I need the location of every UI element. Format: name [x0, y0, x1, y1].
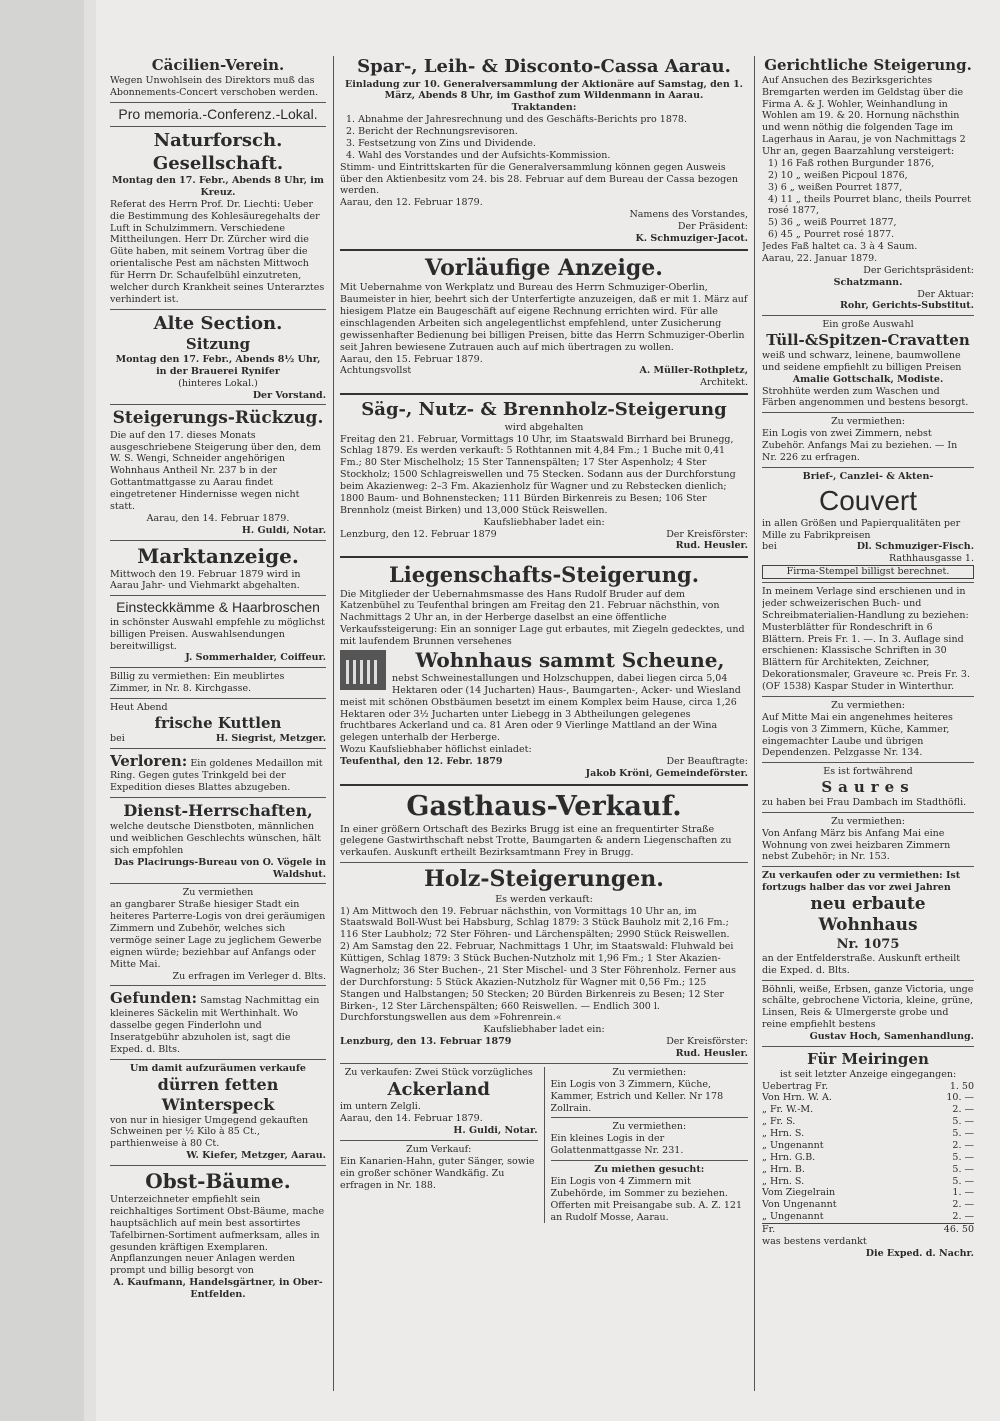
ad-title: Holz-Steigerungen. [424, 866, 664, 893]
list-item: 5) 36 „ weiß Pourret 1877, [768, 217, 897, 229]
list-item: 3. Festsetzung von Zins und Dividende. [346, 137, 536, 149]
ad-sign: Amalie Gottschalk, Modiste. [792, 373, 944, 385]
ad-sign-row [340, 756, 748, 768]
ad-title: Ackerland [387, 1078, 490, 1100]
ad-sign-row [340, 529, 748, 541]
ad-text: Wegen Unwohlsein des Direktors muß das Abonnements-Concert verschoben werden. [110, 74, 319, 98]
ledger-row [762, 1199, 974, 1211]
ad-text: In meinem Verlage sind erschienen und in jeder schweizerischen Buch- und Schreibmaterialien-Handlung zu beziehen: Musterblätter für Rondeschrift in 6 Blättern. Preis Fr. 1. —. In 3. Auflage sind erschienen: Klassische Schriften in 30 Blättern für Architekten, Zeichner, Dekorationsmaler, Graveure ꝛc. Preis Fr. 3. [762, 586, 970, 681]
ad-sign: Die Exped. d. Nachr. [865, 1247, 974, 1259]
ledger-value: 2. — [952, 1211, 974, 1223]
ledger-value: 5. — [952, 1116, 974, 1128]
ledger-row [762, 1140, 974, 1152]
ad-text: Heut Abend [110, 702, 168, 713]
list-item: 1) 16 Faß rothen Burgunder 1876, [768, 157, 935, 169]
ad-date: Aarau, den 12. Februar 1879. [340, 197, 483, 209]
ad-sign: J. Sommerhalder, Coiffeur. [185, 652, 326, 664]
ledger-value: 10. — [946, 1092, 974, 1104]
ledger-value: 2. — [952, 1139, 974, 1151]
ad-title: Dienst-Herrschaften, [123, 801, 313, 820]
ad-title: Vorläufige Anzeige. [425, 254, 663, 281]
ad-title: Spar-, Leih- & Disconto-Cassa Aarau. [357, 56, 731, 77]
ad-sign: Der Vorstand. [252, 389, 326, 401]
ad-text: an der Entfelderstraße. Auskunft ertheilt die Exped. d. Blts. [762, 952, 961, 976]
ad-text: Ein Logis von zwei Zimmern, nebst Zubehör. Anfangs Mai zu beziehen. — In Nr. 226 zu erfragen. [762, 428, 958, 463]
ledger-label: „ Hrn. S. [762, 1128, 805, 1139]
ad-sign: Rohr, Gerichts-Substitut. [840, 300, 974, 312]
ad-text: im untern Zelgli. [340, 1101, 421, 1113]
ad-role: Architekt. [700, 377, 748, 389]
ledger-total [762, 1223, 974, 1236]
ad-subtitle: Sitzung [185, 335, 251, 354]
ad-block [551, 1067, 749, 1224]
ad-text: Ein Logis von 4 Zimmern mit Zubehörde, im Sommer zu beziehen. Offerten mit Preisangabe sub. A. Z. 121 an Rudolf Mosse, Aarau. [550, 1175, 743, 1223]
ad-title: Pro memoria.-Conferenz.-Lokal. [118, 105, 318, 122]
ad-text: Es ist fortwährend [823, 766, 913, 778]
ledger-label: Uebertrag Fr. [762, 1080, 829, 1092]
ad-text: Um damit aufzuräumen verkaufe [130, 1062, 306, 1074]
ledger-label: „ Hrn. S. [762, 1175, 805, 1187]
ledger-label: Fr. [762, 1224, 776, 1235]
ad-text: Rathhausgasse 1. [889, 553, 974, 565]
ad-date: Lenzburg, den 12. Februar 1879 [340, 528, 497, 540]
list-item: 2) 10 „ weißen Picpoul 1876, [768, 169, 908, 181]
ad-text: Von Anfang März bis Anfang Mai eine Wohnung von zwei heizbaren Zimmern nebst Zubehör; in Nr. 153. [762, 827, 951, 863]
ledger-row [762, 1176, 974, 1188]
ad-role: Der Kreisförster: [666, 1036, 748, 1048]
ledger-label: Vom Ziegelrain [762, 1187, 836, 1199]
ad-text: Zu verkaufen: Zwei Stück vorzügliches [344, 1066, 533, 1078]
ad-text: welche deutsche Dienstboten, männlichen und weiblichen Geschlechts wünschen, hält sich empfohlen [110, 821, 321, 856]
ledger-value: 5. — [952, 1175, 974, 1187]
ad-title: Saures [821, 778, 915, 797]
ledger-value: 2. — [952, 1104, 974, 1116]
ad-date: Montag den 17. Febr., Abends 8½ Uhr, in der Brauerei Rynifer [115, 353, 321, 377]
ad-text: was bestens verdankt [762, 1235, 867, 1247]
ad-sign-row [110, 733, 326, 745]
ledger-label: Von Ungenannt [762, 1199, 837, 1211]
ad-sign-row [340, 1036, 748, 1048]
ad-title: Gefunden: [110, 989, 198, 1008]
ad-title: neu erbaute Wohnhaus [810, 894, 926, 936]
ad-title: Steigerungs-Rückzug. [112, 408, 324, 429]
ad-text: 1) Am Mittwoch den 19. Februar nächsthin, von Vormittags 10 Uhr an, im Staatswald Boll-Wust bei Habsburg, Schlag 1879: 3 Stück Bauholz mit 2,16 Fm.; 116 Ster Laubholz; 72 Ster Föhren- und Lärchenspälten; 2990 Stück Reiswellen. [340, 905, 730, 941]
ad-role: Der Präsident: [677, 221, 748, 232]
page-edge-shadow [84, 0, 96, 1421]
ad-text: Stimm- und Eintrittskarten für die Generalversammlung können gegen Ausweis über den Aktienbesitz vom 24. bis 28. Februar auf dem Bureau der Cassa bezogen werden. [340, 161, 738, 197]
ad-title: Cäcilien-Verein. [151, 56, 285, 74]
ad-date: Aarau, 22. Januar 1879. [762, 252, 878, 264]
ad-sign: A. Müller-Rothpletz, [639, 365, 748, 377]
ledger-label: „ Fr. S. [762, 1116, 796, 1128]
ledger-row [762, 1152, 974, 1164]
ledger-value: 46. 50 [943, 1224, 974, 1235]
ad-text: Kaufsliebhaber ladet ein: [483, 516, 605, 528]
ad-title: Zu vermiethen: [612, 1066, 687, 1078]
ad-text: in schönster Auswahl empfehle zu möglichst billigen Preisen. Auswahlsendungen bereitwilligst. [110, 616, 325, 652]
ad-title: Für Meiringen [807, 1049, 929, 1068]
ad-text: von nur in hiesiger Umgegend gekauften Schweinen per ½ Kilo à 85 Ct., parthienweise à 80 Ct. [110, 1114, 309, 1150]
list-item: 2. Bericht der Rechnungsrevisoren. [346, 126, 518, 137]
ad-sign: (OF 1538) Kaspar Studer in Winterthur. [762, 681, 955, 692]
ad-sign: Schatzmann. [833, 276, 903, 288]
ad-text: Ein große Auswahl [822, 319, 914, 331]
ad-text: bei [762, 541, 777, 553]
ledger-row [762, 1116, 974, 1128]
ad-text: in allen Größen und Papierqualitäten per Mille zu Fabrikpreisen [762, 517, 961, 541]
ad-text: Auf Ansuchen des Bezirksgerichtes Bremgarten werden im Geldstag über die Firma A. & J. Wohler, Weinhandlung in Wohlen am 19. & 20. Hornung nächsthin und wenn nöthig die folgenden Tage im Lagerhaus in Aarau, je von Nachmittags 2 Uhr an, gegen Baarzahlung versteigert: [762, 74, 966, 157]
ad-date: Aarau, den 14. Februar 1879. [340, 1113, 483, 1125]
ledger-label: „ Ungenannt [762, 1211, 824, 1223]
ad-sign: Dl. Schmuziger-Fisch. [856, 541, 974, 553]
ledger-row [762, 1187, 974, 1199]
ad-text: Mittwoch den 19. Februar 1879 wird in Aarau Jahr- und Viehmarkt abgehalten. [110, 568, 301, 592]
ledger-label: „ Fr. W.-M. [762, 1104, 814, 1116]
ad-text: Wozu Kaufsliebhaber höflichst einladet: [340, 744, 532, 756]
ad-text: Kaufsliebhaber ladet ein: [483, 1024, 605, 1036]
ad-text: Billig zu vermiethen: Ein meublirtes Zimmer, in Nr. 8. Kirchgasse. [110, 671, 285, 695]
ad-sign-row [340, 365, 748, 377]
ad-title: Zu vermiethen: [831, 815, 905, 827]
ledger-value: 5. — [952, 1128, 974, 1139]
ad-text: Freitag den 21. Februar, Vormittags 10 Uhr, im Staatswald Birrhard bei Brunegg, Schlag 1879. Es werden verkauft: 5 Rothtannen mit 4,84 Fm.; 1 Buche mit 0,41 Fm.; 80 Ster Mischelholz; 15 Ster Tannenspälten; 17 Ster Aspenholz; 4 Ster Stockholz; 1500 Schlagreiswellen und 75 Stecken. Sodann aus der Durchforstung beim Akazienweg: 2–3 Fm. Akazienholz für Wagner und zu Rebstecken dienlich; 1800 Baum- und Bohnenstecken; 111 Bürden Birkenreis zu Besen; 106 Ster Brennholz (meist Birken) und 13,000 Stück Reiswellen. [340, 433, 736, 516]
ad-text: Referat des Herrn Prof. Dr. Liechti: Ueber die Bestimmung des Kohlesäuregehalts der Luft in Schulzimmern. Verschiedene Mittheilungen. Herr Dr. Zürcher wird die Güte haben, mit seinem Vortrag über die orientalische Pest am nächsten Mittwoch für Herrn Dr. Schaufelbühl einzutreten, welcher durch Krankheit seines Unterarztes verhindert ist. [110, 198, 325, 305]
ad-role: Der Gerichtspräsident: [863, 264, 974, 276]
ad-text: Ein goldenes Medaillon mit Ring. Gegen gutes Trinkgeld bei der Expedition dieses Blattes abzugeben. [110, 757, 323, 794]
ad-text: Die Mitglieder der Uebernahmsmasse des Hans Rudolf Bruder auf dem Katzenbühel zu Teufenthal bringen am Freitag den 21. Februar nächsthin, von Nachmittags 2 Uhr an, in der Herberge daselbst an eine öffentliche Verkaufssteigerung: Ein an sonniger Lage gut erbautes, mit Ziegeln gedecktes, und mit laufendem Brunnen versehenes [340, 588, 745, 647]
ledger-value: 2. — [952, 1199, 974, 1211]
ad-text: Böhnli, weiße, Erbsen, ganze Victoria, unge schälte, gebrochene Victoria, kleine, grüne, Linsen, Reis & Ulmergerste grobe und reine empfiehlt bestens [762, 983, 974, 1031]
ad-title: Zu vermiethen: [831, 699, 905, 711]
ad-text: In einer größern Ortschaft des Bezirks Brugg ist eine an frequentirter Straße gelegene Gastwirthschaft nebst Trotte, Baumgarten & andern Liegenschaften zu verkaufen. Auskunft ertheilt Bezirksamtmann Frey in Brugg. [340, 823, 732, 859]
ad-text: zu haben bei Frau Dambach im Stadthöfli. [762, 796, 967, 808]
ad-text: weiß und schwarz, leinene, baumwollene und seidene empfiehlt zu billigen Preisen [762, 349, 962, 373]
ad-title: Tüll-&Spitzen-Cravatten [766, 331, 970, 350]
ad-subtitle: Traktanden: [511, 102, 577, 114]
ledger-value: 5. — [952, 1151, 974, 1163]
ad-text: 2) Am Samstag den 22. Februar, Nachmittags 1 Uhr, im Staatswald: Fluhwald bei Küttigen, Schlag 1879: 3 Stück Buchen-Nutzholz mit 1,96 Fm.; 1 Ster Akazien-Wagnerholz; 36 Ster Buchen-, 21 Ster Mischel- und 3 Ster Föhrenholz. Ferner aus der Durchforstung: 5 Stück Akazien-Nutzholz für Wagner mit 0,56 Fm.; 125 Stangen und Halbstangen; 50 Stecken; 20 Bürden Birkenreis zu Besen; 12 Ster Birken-, 12 Ster Lärchenspälten; 660 Reiswellen. — Endlich 300 l. Durchforstungswellen aus dem »Fohrenrein.« [340, 941, 737, 1024]
ledger-row [762, 1104, 974, 1116]
list-item: 4. Wahl des Vorstandes und der Aufsichts-Kommission. [346, 149, 611, 161]
ad-sign: K. Schmuziger-Jacot. [635, 232, 748, 244]
ad-sign-row [762, 541, 974, 553]
ad-text: Die auf den 17. dieses Monats ausgeschriebene Steigerung über den, dem W. S. Wengi, Schneider angehörigen Wohnhaus Antheil Nr. 237 b in der Gottantmattgasse zu Aarau findet eingetretener Hindernisse wegen nicht statt. [110, 429, 321, 512]
donation-ledger [762, 1092, 974, 1223]
list-item: 6) 45 „ Pourret rosé 1877. [768, 229, 895, 241]
ad-subtitle: ist seit letzter Anzeige eingegangen: [779, 1068, 957, 1080]
ad-sign: Jakob Kröni, Gemeindeförster. [585, 767, 748, 779]
ad-subtitle: Wohnhaus sammt Scheune, [415, 647, 725, 672]
ad-sign: Gustav Hoch, Samenhandlung. [809, 1031, 974, 1042]
ad-block [340, 1067, 538, 1224]
column-rule [544, 1067, 545, 1224]
ad-sign: H. Guldi, Notar. [453, 1125, 538, 1136]
ad-title: Zu vermiethen: [831, 416, 905, 428]
ad-sign: Zu erfragen im Verleger d. Blts. [172, 970, 326, 982]
ad-title: Naturforsch. Gesellschaft. [152, 130, 284, 174]
ledger-row [762, 1128, 974, 1140]
ad-sign: Das Placirungs-Bureau von O. Vögele in Waldshut. [114, 856, 326, 880]
ad-role: Der Aktuar: [917, 288, 974, 300]
ad-sign: H. Guldi, Notar. [241, 524, 326, 536]
ad-text: Zu verkaufen oder zu vermiethen: Ist fortzugs halber das vor zwei Jahren [762, 870, 961, 894]
ad-date: Lenzburg, den 13. Februar 1879 [340, 1036, 512, 1048]
ad-subtitle: Nr. 1075 [836, 936, 900, 952]
ad-title: Gasthaus-Verkauf. [406, 790, 682, 822]
ad-title: Gerichtliche Steigerung. [764, 56, 972, 74]
ledger-row [762, 1211, 974, 1223]
ad-sign: Rud. Heusler. [675, 1048, 748, 1059]
ad-title: Couvert [818, 484, 918, 516]
ad-title: Liegenschafts-Steigerung. [388, 562, 700, 588]
page-edge [0, 0, 84, 1421]
ad-title: frische Kuttlen [154, 713, 282, 732]
ad-sign: Rud. Heusler. [675, 540, 748, 552]
ad-text: Unterzeichneter empfiehlt sein reichhaltiges Sortiment Obst-Bäume, mache hauptsächlich auf mein best assortirtes Tafelbirnen-Sortiment aufmerksam, alles in gesunden kräftigen Exemplaren. Anpflanzungen neuer Anlagen werden prompt und billig besorgt von [110, 1194, 325, 1277]
column-rule [754, 56, 755, 1391]
ad-title: Marktanzeige. [137, 543, 299, 568]
ad-title: Verloren: [110, 751, 188, 770]
ad-title: Alte Section. [153, 312, 283, 334]
ledger-row [762, 1164, 974, 1176]
ad-title: Obst-Bäume. [145, 1169, 291, 1193]
ad-date: Montag den 17. Febr., Abends 8 Uhr, im Kreuz. [112, 175, 324, 198]
list-item: 3) 6 „ weißen Pourret 1877, [768, 181, 903, 193]
list-item: 4) 11 „ theils Pourret blanc, theils Pourret rosé 1877, [768, 193, 971, 217]
ad-date: Aarau, den 14. Februar 1879. [146, 512, 290, 524]
ad-text: (hinteres Lokal.) [178, 377, 258, 389]
ad-text: Ein Kanarien-Hahn, guter Sänger, sowie ein großer schöner Wandkäfig. Zu erfragen in Nr. 188. [340, 1155, 535, 1191]
ad-title: Einsteckkämme & Haarbroschen [116, 599, 320, 616]
ledger-value: 5. — [952, 1163, 974, 1175]
middle-column [340, 56, 748, 1396]
ledger-row [762, 1092, 974, 1104]
ad-title: Zu vermiethen: [612, 1121, 687, 1133]
ad-role: Der Kreisförster: [666, 528, 748, 540]
ad-text: bei [110, 732, 125, 744]
ad-subtitle: Es werden verkauft: [495, 893, 593, 905]
ad-text: Achtungsvollst [340, 365, 412, 377]
column-rule [333, 56, 334, 1391]
wine-list [762, 158, 974, 241]
ledger-label: „ Hrn. B. [762, 1163, 805, 1175]
agenda-list [340, 114, 748, 162]
ad-text: Mit Uebernahme von Werkplatz und Bureau des Herrn Schmuziger-Oberlin, Baumeister in hier, beehrt sich der Unterfertigte anzuzeigen, daß er mit 1. März auf hiesigem Platze ein Baugeschäft auf eigene Rechnung errichten wird. Für alle einschlagenden Arbeiten sich angelegentlichst empfehlend, unter Zusicherung gewissenhafter Bedienung bei billigen Preisen, bitte das Herrn Schmuziger-Oberlin seit Jahren bewiesene Zutrauen auch auf mich übertragen zu wollen. [340, 282, 748, 353]
ad-text: Samstag Nachmittag ein kleineres Säckelin mit Werthinhalt. Wo dasselbe gegen Finderlohn und Inseratgebühr abzuholen ist, sagt die Exped. d. Blts. [110, 995, 320, 1055]
ad-date: Teufenthal, den 12. Febr. 1879 [340, 756, 503, 767]
ad-title: Zu miethen gesucht: [594, 1164, 705, 1175]
ad-text: Namens des Vorstandes, [629, 209, 748, 221]
ad-text: Firma-Stempel billigst berechnet. [762, 565, 974, 579]
ad-role: Der Beauftragte: [666, 756, 748, 767]
ad-text: nebst Schweinestallungen und Holzschuppen, dabei liegen circa 5,04 Hektaren oder (14 Jucharten) Haus-, Baumgarten-, Acker- und Wiesland meist mit schönen Obstbäumen besetzt im einem Komplex beim Hause, circa 1,26 Hektaren oder 3½ Jucharten unter Liebegg in 3 Abtheilungen gelegenes fruchtbares Ackerland und ca. 81 Aren oder 9 Vierlinge Mattland an der Wina gelegen unterhalb der Herberge. [340, 672, 741, 744]
ad-text: Auf Mitte Mai ein angenehmes heiteres Logis von 3 Zimmern, Küche, Kammer, eingemachter Laube und übrigen Dependenzen. Pelzgasse Nr. 134. [762, 711, 953, 759]
ad-text: Ein kleines Logis in der Golattenmattgasse Nr. 231. [550, 1133, 684, 1157]
ad-text: Ein Logis von 3 Zimmern, Küche, Kammer, Estrich und Keller. Nr 178 Zollrain. [550, 1078, 724, 1114]
ledger-label: „ Ungenannt [762, 1139, 824, 1151]
ad-subtitle: wird abgehalten [504, 421, 584, 433]
small-ads-row [340, 1067, 748, 1224]
ledger-row [762, 1081, 974, 1093]
right-column [762, 56, 974, 1396]
ad-text: Einladung zur 10. Generalversammlung der Aktionäre auf Samstag, den 1. März, Abends 8 Uhr, im Gasthof zum Wildenmann in Aarau. [344, 78, 743, 102]
ledger-label: „ Hrn. G.B. [762, 1151, 816, 1163]
house-illustration [340, 650, 386, 690]
ad-text: an gangbarer Straße hiesiger Stadt ein heiteres Parterre-Logis von drei geräumigen Zimmern und Zubehör, welches sich vermöge seiner Lage zu jeglichem Gewerbe eignen würde; beziehbar auf Anfangs oder Mitte Mai. [110, 899, 326, 970]
ad-text: Brief-, Canzlei- & Akten- [802, 470, 934, 482]
ad-title: Zum Verkauf: [406, 1143, 472, 1155]
ledger-label: Von Hrn. W. A. [762, 1092, 832, 1104]
ad-title: dürren fetten Winterspeck [157, 1074, 279, 1114]
left-column [110, 56, 326, 1396]
ad-sign: A. Kaufmann, Handelsgärtner, in Ober-Entfelden. [113, 1277, 323, 1300]
ledger-value: 1. — [952, 1187, 974, 1199]
ad-title: Zu vermiethen [182, 887, 254, 899]
ad-title: Säg-, Nutz- & Brennholz-Steigerung [361, 399, 727, 421]
ad-sign: H. Siegrist, Metzger. [215, 732, 326, 744]
ad-sign: W. Kiefer, Metzger, Aarau. [186, 1150, 326, 1162]
ad-text: Jedes Faß haltet ca. 3 à 4 Saum. [762, 241, 918, 252]
ad-date: Aarau, den 15. Februar 1879. [340, 353, 483, 365]
ad-text: Strohhüte werden zum Waschen und Färben angenommen und bestens besorgt. [762, 385, 969, 409]
list-item: 1. Abnahme der Jahresrechnung und des Geschäfts-Berichts pro 1878. [346, 114, 687, 126]
ledger-value: 1. 50 [949, 1080, 974, 1092]
